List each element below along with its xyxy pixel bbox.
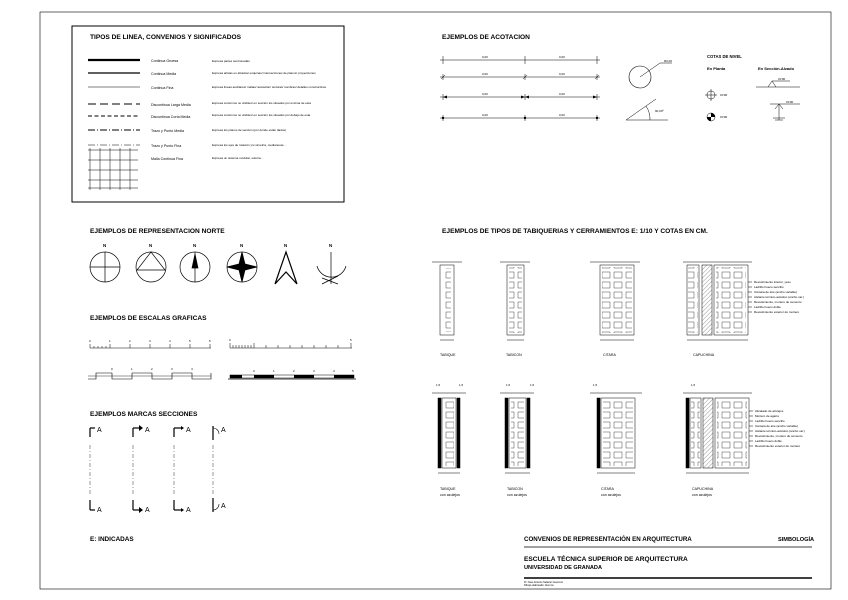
- wall-label-capuchina: CAPUCHINA: [693, 353, 715, 357]
- line-name-6: Trazo y Punto Fina: [151, 144, 182, 148]
- wall-az-label-capuchina: CAPUCHINA: [692, 487, 714, 491]
- line-name-4: Discontinua Corta Media: [151, 115, 191, 119]
- line-desc-1: Expresa aristas en alzados/ esquinas/ intersecciones de planos/ proyecciones: [212, 71, 316, 75]
- scale-2-tick-5: 5: [350, 338, 352, 342]
- wall-tabicon: [500, 262, 530, 340]
- capuchina-az-note-2: Ladrillo hueco sencillo: [755, 419, 785, 423]
- scale-1-tick-6: 5: [209, 339, 211, 343]
- marcas-section: [90, 411, 226, 514]
- line-name-7: Malla Continua Fina: [151, 157, 183, 161]
- north-label-6: N: [329, 243, 333, 248]
- wall-capuchina: [683, 262, 752, 340]
- section-arrow-3-bottom: [181, 508, 184, 512]
- section-letter-4a: A: [221, 427, 226, 434]
- radius-leader: [640, 63, 660, 77]
- scale-3-tick-3: 3: [171, 367, 173, 371]
- north-label-1: N: [103, 243, 107, 248]
- level-section-symbol-2: [770, 104, 800, 120]
- scale-1-tick-1: 1: [109, 339, 111, 343]
- line-name-1: Continua Media: [151, 72, 177, 76]
- wall-capuchina-azulejo: [683, 393, 753, 473]
- capuchina-az-note-5: Revestimiento, mortero de cemento: [755, 434, 803, 438]
- section-arrow-2-top: [139, 425, 143, 431]
- top-dim-6: 1,5: [691, 383, 696, 387]
- scale-indicator: E: INDICADAS: [90, 536, 134, 543]
- scale-3-tick-4: 4: [191, 367, 193, 371]
- capuchina-az-note-7: Revestimiento exterior de mortero: [755, 444, 801, 448]
- top-dim-4: 1,5: [530, 383, 535, 387]
- university-name: UNIVERSIDAD DE GRANADA: [524, 565, 603, 571]
- wall-tabique-azulejo: [432, 393, 466, 473]
- north-symbol-6: [317, 252, 346, 284]
- scale-bar-1: [90, 344, 211, 348]
- norte-section: [90, 228, 346, 284]
- section-letter-2a: A: [145, 427, 150, 434]
- wall-az-label-citara: CITARA: [601, 487, 614, 491]
- scale-4-tick-0: 0: [253, 369, 255, 373]
- top-dim-5: 1,5: [593, 383, 598, 387]
- level-plan-symbol-1: [705, 89, 717, 101]
- line-types-panel: [72, 26, 344, 202]
- section-mark-1: [90, 428, 95, 510]
- scale-2-tick-0: 0: [229, 338, 231, 342]
- north-label-3: N: [193, 243, 197, 248]
- marcas-title: EJEMPLOS MARCAS SECCIONES: [90, 411, 198, 418]
- section-arrow-2-bottom: [139, 507, 143, 513]
- capuchina-note-1: Ladrillo hueco sencillo: [754, 285, 784, 289]
- line-desc-7: Expresa un sistema modular, solería...: [212, 156, 264, 160]
- dimension-arrows: [442, 96, 598, 120]
- capuchina-note-0: Revestimiento interior, yeso: [754, 280, 791, 284]
- wall-label-citara: CITARA: [603, 353, 616, 357]
- top-dim-3: 1,5: [506, 383, 511, 387]
- line-desc-0: Expresa partes seccionadas: [212, 59, 250, 63]
- line-desc-4: Expresa contornos no visibles/ en sección los situados por debajo de esta: [212, 113, 311, 117]
- dim-label-3b: 0,00: [559, 92, 565, 96]
- sheet-subject: CONVENIOS DE REPRESENTACIÓN EN ARQUITECTURA: [524, 536, 692, 543]
- mesh-sample: [88, 148, 138, 190]
- dim-label-1a: 0,00: [482, 55, 488, 59]
- wall-az-sub-tabicon: con azulejos: [507, 493, 527, 497]
- line-name-3: Discontinua Larga Media: [151, 103, 191, 107]
- top-dim-1: 1,5: [436, 383, 441, 387]
- level-plan-value-2: ±0'00: [720, 115, 728, 119]
- section-arrow-3-top: [181, 426, 184, 430]
- en-seccion-label: En Sección-Alzado: [758, 66, 795, 71]
- cotas-nivel-title: COTAS DE NIVEL: [707, 54, 742, 59]
- wall-citara-azulejo: [590, 393, 642, 473]
- level-section-symbol-1: [756, 81, 800, 87]
- scale-4-tick-1: 1: [273, 369, 275, 373]
- level-plan-symbol-2: [707, 113, 715, 121]
- section-letter-3b: A: [186, 507, 191, 514]
- scale-4-tick-5: 5: [352, 369, 354, 373]
- scale-1-tick-4: 4: [169, 339, 171, 343]
- tabiquerias-section: [432, 228, 805, 497]
- wall-citara: [590, 262, 640, 340]
- north-label-2: N: [149, 243, 153, 248]
- scale-4-tick-2: 2: [293, 369, 295, 373]
- scale-bar-4: [228, 375, 356, 379]
- section-letter-1b: A: [97, 507, 102, 514]
- capuchina-note-2: Cámara de aire (ancho variable): [754, 290, 798, 294]
- north-symbol-2: [136, 252, 166, 282]
- radius-label: R0,00: [664, 59, 673, 63]
- norte-title: EJEMPLOS DE REPRESENTACION NORTE: [90, 228, 225, 235]
- top-dim-2: 1,5: [459, 383, 464, 387]
- north-symbol-5: [275, 252, 297, 284]
- wall-az-sub-capuchina: con azulejos: [692, 493, 712, 497]
- wall-az-label-tabicon: TABICON: [507, 487, 523, 491]
- capuchina-note-4: Revestimiento, mortero de cemento: [754, 300, 802, 304]
- author-line-1: Dº Jose Antonio Salazar Guerrero: [524, 581, 564, 584]
- wall-label-tabique: TABIQUE: [440, 353, 456, 357]
- section-letter-1a: A: [97, 427, 102, 434]
- line-name-5: Trazo y Punto Media: [151, 129, 185, 133]
- north-symbol-4: [227, 252, 257, 282]
- capuchina-az-note-1: Mortero de agarre: [755, 414, 780, 418]
- scale-4-tick-3: 3: [313, 369, 315, 373]
- capuchina-az-note-4: Aislante térmico-acústico (ancho var.): [755, 429, 806, 433]
- line-desc-6: Expresa los ejes de rotación y/o simetría, medianeras...: [212, 143, 286, 147]
- tabiquerias-title: EJEMPLOS DE TIPOS DE TABIQUERIAS Y CERRAMIENTOS E: 1/10 Y COTAS EN CM.: [442, 228, 708, 235]
- acotacion-section: [440, 34, 800, 121]
- capuchina-az-note-0: Alicatado de azulejos: [755, 409, 784, 413]
- section-mark-2: [133, 428, 139, 510]
- line-desc-5: Expresa los planos de sección (por donde están dados): [212, 128, 287, 132]
- line-types-title: TIPOS DE LINEA, CONVENIOS Y SIGNIFICADOS: [90, 34, 242, 41]
- section-letter-3a: A: [186, 427, 191, 434]
- scale-1-tick-5: 5: [189, 339, 191, 343]
- wall-az-label-tabique: TABIQUE: [440, 487, 456, 491]
- acotacion-title: EJEMPLOS DE ACOTACION: [442, 34, 530, 41]
- line-name-0: Continua Gruesa: [151, 59, 179, 63]
- dim-label-4b: 0,00: [559, 113, 565, 117]
- section-letter-4b: A: [221, 503, 226, 510]
- dim-label-1b: 0,00: [559, 55, 565, 59]
- north-label-5: N: [284, 243, 288, 248]
- scale-3-tick-2: 2: [151, 367, 153, 371]
- escalas-section: [88, 315, 356, 379]
- level-plan-value-1: ±0'00: [720, 93, 728, 97]
- wall-tabique: [432, 262, 462, 340]
- capuchina-az-note-6: Ladrillo hueco doble: [755, 439, 782, 443]
- wall-az-sub-citara: con azulejos: [601, 493, 621, 497]
- wall-tabicon-azulejo: [500, 393, 534, 473]
- dimension-lines: [440, 56, 600, 121]
- capuchina-note-6: Revestimiento exterior de mortero: [754, 310, 800, 314]
- line-desc-2: Expresa líneas auxiliares/ malias/ acotación/ texturas/ sombras/ detalles constructivos: [212, 85, 327, 89]
- line-desc-3: Expresa contornos no visibles/ en sección los situados por encima de esta: [212, 101, 311, 105]
- section-mark-4: [213, 426, 219, 512]
- en-planta-label: En Planta: [707, 66, 726, 71]
- author-line-2: Dibujo elaborado: Alumno: [524, 584, 554, 587]
- section-mark-3: [174, 428, 181, 510]
- title-block: [90, 535, 814, 587]
- escalas-title: EJEMPLOS DE ESCALAS GRAFICAS: [90, 315, 207, 322]
- scale-4-tick-4: 4: [333, 369, 335, 373]
- scale-bar-3: [88, 373, 211, 379]
- scale-3-tick-1: 1: [131, 367, 133, 371]
- capuchina-az-note-3: Cámara de aire (ancho variable): [755, 424, 799, 428]
- north-symbol-3: [180, 252, 210, 282]
- section-letter-2b: A: [145, 507, 150, 514]
- line-name-2: Continua Fina: [151, 86, 174, 90]
- scale-1-tick-3: 3: [149, 339, 151, 343]
- dim-label-3a: 0,00: [482, 92, 488, 96]
- wall-label-tabicon: TABICON: [506, 353, 522, 357]
- capuchina-note-5: Ladrillo hueco doble: [754, 305, 781, 309]
- north-label-4: N: [240, 243, 244, 248]
- north-symbol-1: [90, 252, 120, 282]
- level-section-value-2: ±0'00: [786, 100, 794, 104]
- angle-label: 90,00º: [655, 109, 664, 113]
- scale-bar-2: [230, 343, 352, 348]
- scale-1-tick-0: 0: [89, 339, 91, 343]
- sheet-type: SIMBOLOGÍA: [778, 537, 815, 543]
- school-name: ESCUELA TÉCNICA SUPERIOR DE ARQUITECTURA: [524, 556, 688, 563]
- scale-3-tick-0: 0: [111, 367, 113, 371]
- level-section-value-1: ±0'00: [778, 77, 786, 81]
- dim-label-2a: 0,00: [482, 72, 488, 76]
- dim-label-4a: 0,00: [482, 113, 488, 117]
- dim-label-2b: 0,00: [559, 72, 565, 76]
- wall-az-sub-tabique: con azulejos: [440, 493, 460, 497]
- scale-1-tick-2: 2: [129, 339, 131, 343]
- capuchina-note-3: Aislante térmico-acústico (ancho var.): [754, 295, 805, 299]
